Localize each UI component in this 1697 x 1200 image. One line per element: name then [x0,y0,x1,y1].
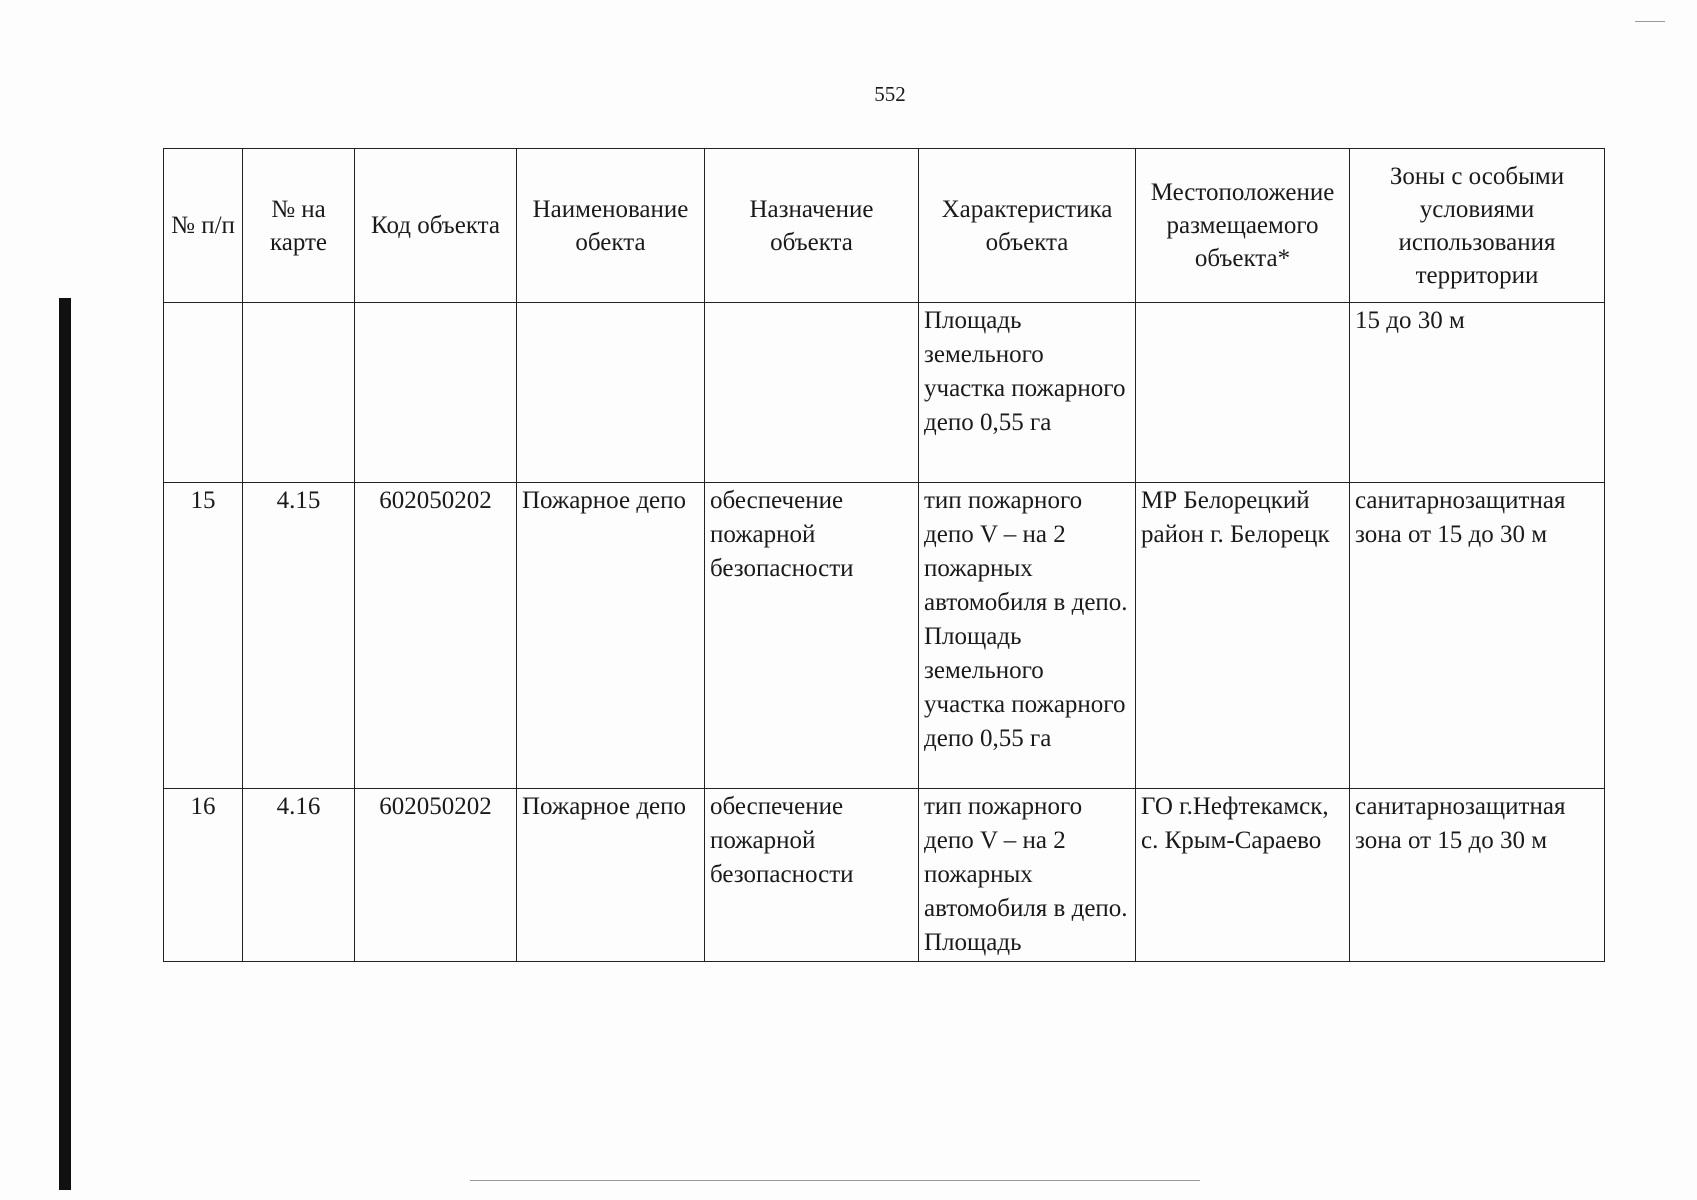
scan-binding-edge [59,298,71,1190]
cell-object-name: Пожарное депо [517,789,705,962]
header-characteristics: Характеристика объекта [919,149,1136,303]
cell-map-number: 4.16 [243,789,355,962]
header-object-code: Код объекта [355,149,517,303]
cell-purpose [705,303,919,483]
cell-zones: 15 до 30 м [1350,303,1605,483]
cell-purpose: обеспечение пожарной безопасности [705,789,919,962]
cell-number: 15 [164,483,243,789]
table-row [164,483,1605,789]
header-object-name: Наименование обекта [517,149,705,303]
header-zones: Зоны с особыми условиями использования территории [1350,149,1605,303]
cell-zones: санитарнозащитная зона от 15 до 30 м [1350,483,1605,789]
cell-object-name [517,303,705,483]
cell-object-code: 602050202 [355,483,517,789]
cell-location: ГО г.Нефтекамск, с. Крым-Сараево [1136,789,1350,962]
table-row [164,303,1605,483]
cell-map-number [243,303,355,483]
cell-object-code [355,303,517,483]
header-purpose: Назначение объекта [705,149,919,303]
page-number: 552 [874,82,906,106]
cell-object-name: Пожарное депо [517,483,705,789]
objects-table [163,148,1605,962]
cell-zones: санитарнозащитная зона от 15 до 30 м [1350,789,1605,962]
table-row [164,789,1605,962]
cell-map-number: 4.15 [243,483,355,789]
cell-number: 16 [164,789,243,962]
cell-purpose: обеспечение пожарной безопасности [705,483,919,789]
cell-object-code: 602050202 [355,789,517,962]
cell-characteristics: тип пожарного депо V – на 2 пожарных автомобиля в депо. Площадь земельного участка пожарного депо 0,55 га [919,483,1136,789]
table-header-row [164,149,1605,303]
cell-number [164,303,243,483]
cell-characteristics: тип пожарного депо V – на 2 пожарных автомобиля в депо. Площадь [919,789,1136,962]
cell-location: МР Белорецкий район г. Белорецк [1136,483,1350,789]
header-location: Местоположение размещаемого объекта* [1136,149,1350,303]
scan-artifact-line [470,1180,1200,1181]
cell-characteristics: Площадь земельного участка пожарного депо 0,55 га [919,303,1136,483]
header-number: № п/п [164,149,243,303]
cell-location [1136,303,1350,483]
scan-artifact-line [1635,21,1665,22]
header-map-number: № на карте [243,149,355,303]
